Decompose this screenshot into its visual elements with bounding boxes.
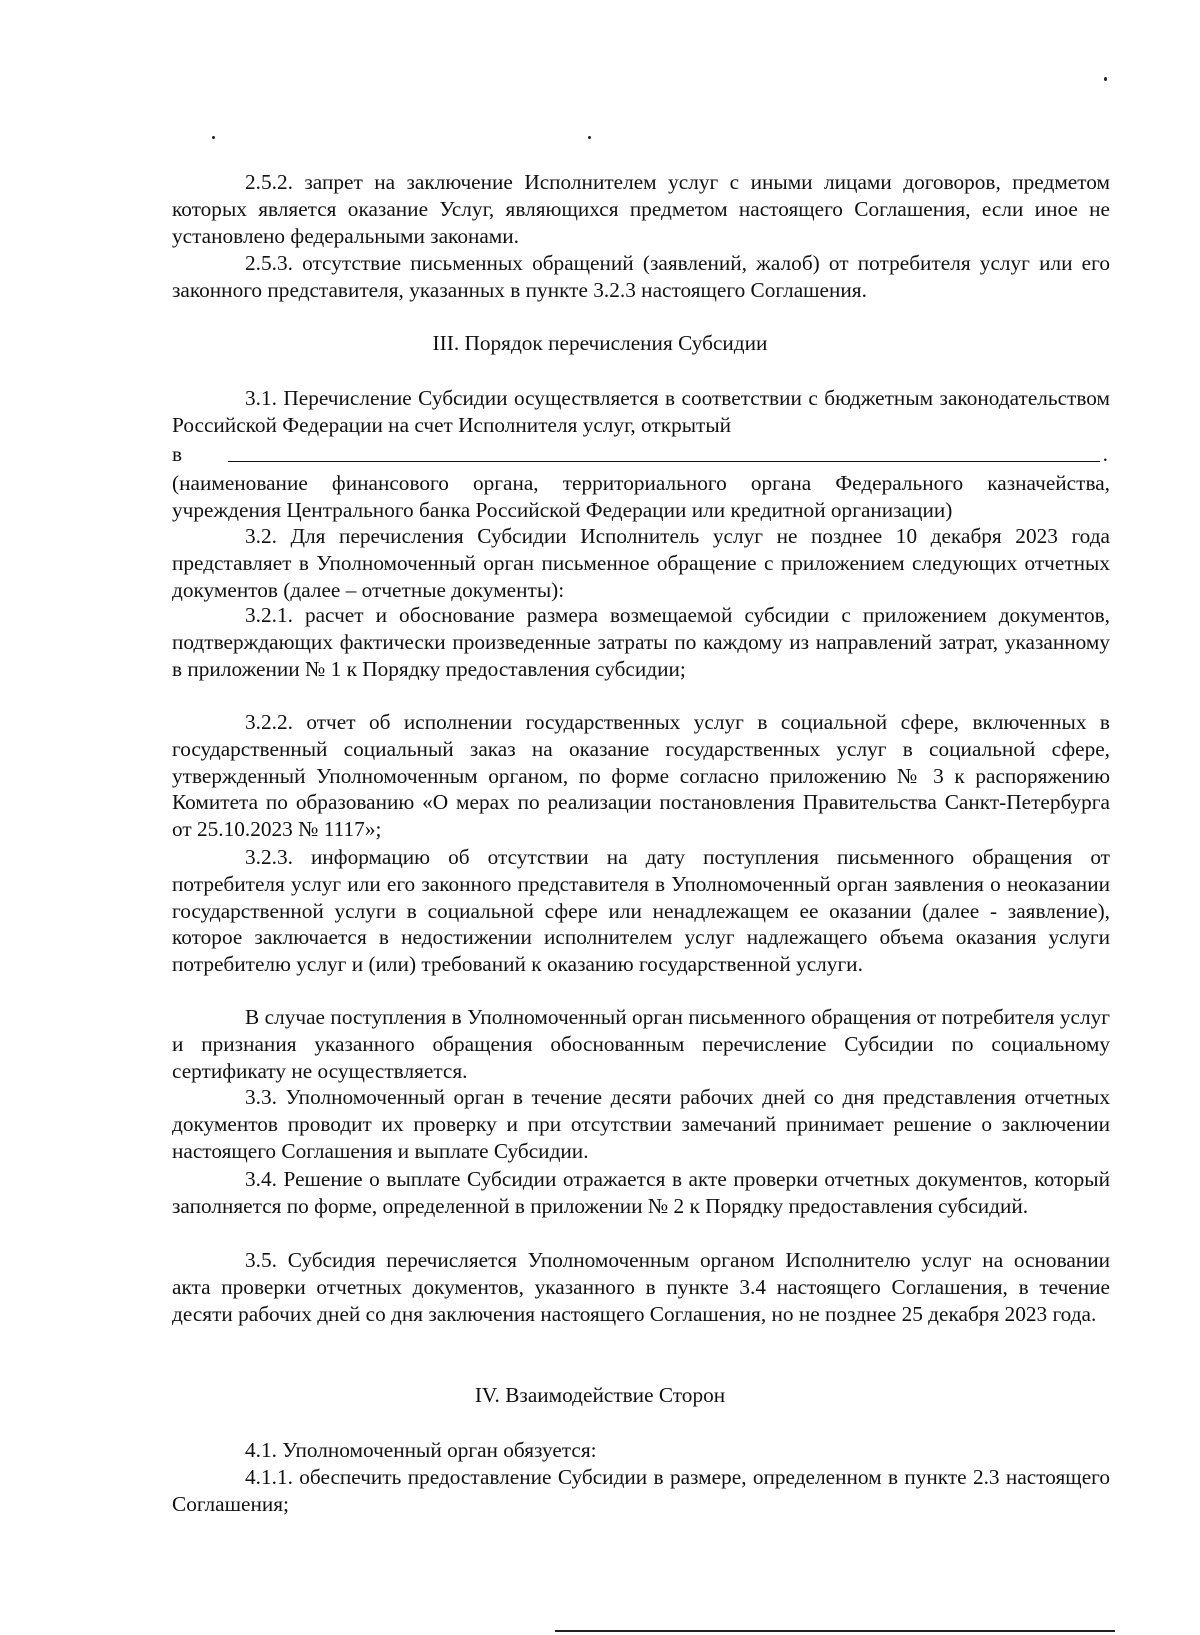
paragraph-3-2: 3.2. Для перечисления Субсидии Исполнитель услуг не позднее 10 декабря 2023 года представляет в Уполномоченный орган письменное обращение с приложением следующих отчетных документов (далее – отчетные документы): [172,524,1110,602]
paragraph-3-3: 3.3. Уполномоченный орган в течение десяти рабочих дней со дня представления отчетных документов проводит их проверку и при отсутствии замечаний принимает решение о заключении настоящего Соглашения и выплате Субсидии. [172,1085,1110,1163]
paragraph-4-1-1: 4.1.1. обеспечить предоставление Субсидии в размере, определенном в пункте 2.3 настоящего Соглашения; [172,1465,1110,1516]
blank-end-dot: . [1102,442,1108,466]
bank-name-blank-line [228,461,1100,462]
section-heading-3: III. Порядок перечисления Субсидии [432,331,768,355]
paragraph-2-5-2: 2.5.2. запрет на заключение Исполнителем услуг с иными лицами договоров, предметом которых является оказание Услуг, являющихся предметом настоящего Соглашения, если иное не установлено федеральными законами. [172,170,1110,248]
section-heading-4: IV. Взаимодействие Сторон [474,1383,726,1407]
paragraph-2-5-3: 2.5.3. отсутствие письменных обращений (заявлений, жалоб) от потребителя услуг или его законного представителя, указанных в пункте 3.2.3 настоящего Соглашения. [172,251,1110,302]
scan-bottom-edge [555,1630,1115,1632]
paragraph-3-2-1: 3.2.1. расчет и обоснование размера возмещаемой субсидии с приложением документов, подтверждающих фактически произведенные затраты по каждому из направлений затрат, указанному в приложении № 1 к Порядку предоставления субсидии; [172,603,1110,681]
preposition-v: в [172,442,183,466]
scan-speck [1104,77,1107,81]
scan-speck [212,136,215,139]
paragraph-4-1: 4.1. Уполномоченный орган обязуется: [245,1438,597,1462]
bank-field-caption: (наименование финансового органа, территориального органа Федерального казначейства, учреждения Центрального банка Российской Федерации или кредитной организации) [172,471,1110,522]
paragraph-case: В случае поступления в Уполномоченный орган письменного обращения от потребителя услуг и признания указанного обращения обоснованным перечисление Субсидии по социальному сертификату не осуществляется. [172,1005,1110,1083]
paragraph-3-5: 3.5. Субсидия перечисляется Уполномоченным органом Исполнителю услуг на основании акта проверки отчетных документов, указанного в пункте 3.4 настоящего Соглашения, в течение десяти рабочих дней со дня заключения настоящего Соглашения, но не позднее 25 декабря 2023 года. [172,1248,1110,1326]
paragraph-3-4: 3.4. Решение о выплате Субсидии отражается в акте проверки отчетных документов, который заполняется по форме, определенной в приложении № 2 к Порядку предоставления субсидий. [172,1167,1110,1218]
paragraph-3-1: 3.1. Перечисление Субсидии осуществляется в соответствии с бюджетным законодательством Российской Федерации на счет Исполнителя услуг, открытый [172,386,1110,437]
bank-blank-row [172,441,1110,468]
scan-speck [588,136,591,139]
paragraph-3-2-2: 3.2.2. отчет об исполнении государственных услуг в социальной сфере, включенных в государственный социальный заказ на оказание государственных услуг в социальной сфере, утвержденный Уполномоченным органом, по форме согласно приложению № 3 к распоряжению Комитета по образованию «О мерах по реализации постановления Правительства Санкт-Петербурга от 25.10.2023 № 1117»; [172,710,1110,842]
paragraph-3-2-3: 3.2.3. информацию об отсутствии на дату поступления письменного обращения от потребителя услуг или его законного представителя в Уполномоченный орган заявления о неоказании государственной услуги в социальной сфере или ненадлежащем ее оказании (далее - заявление), которое заключается в недостижении исполнителем услуг надлежащего объема оказания услуги потребителю услуг и (или) требований к оказанию государственной услуги. [172,845,1110,977]
